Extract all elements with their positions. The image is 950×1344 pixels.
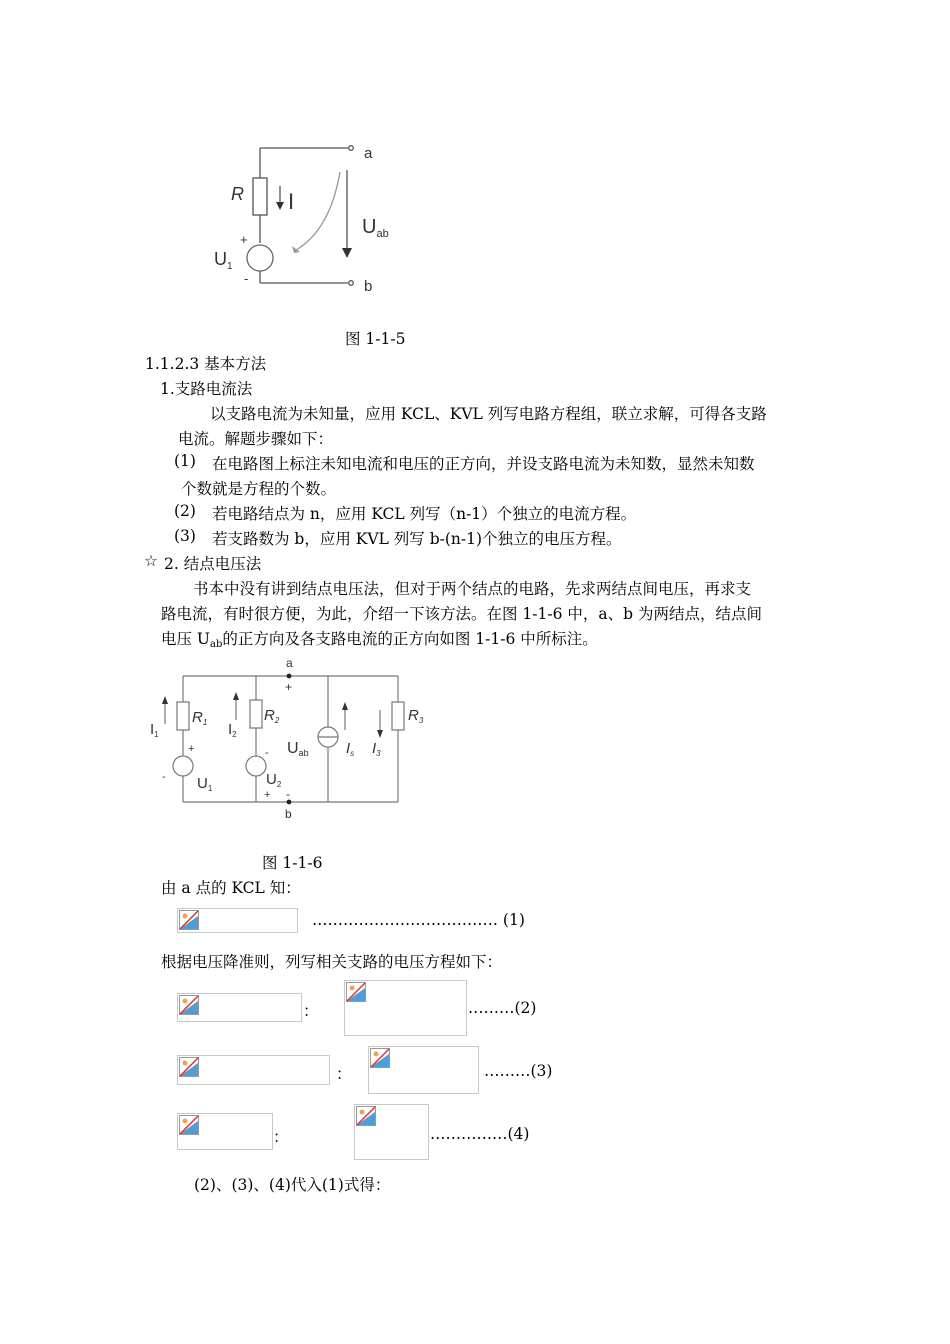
label-R1: $R_1$ xyxy=(192,709,208,727)
figure-caption-1-1-6: 图 1-1-6 xyxy=(262,854,323,872)
method2-para-line3: 电压 $U_{ab}$的正方向及各支路电流的正方向如图 1-1-6 中所标注。 xyxy=(161,630,598,650)
resistor-label: R xyxy=(231,184,244,204)
eq3-dots: ………(3) xyxy=(484,1062,553,1080)
label-R2: $R_2$ xyxy=(264,707,280,725)
colon: ： xyxy=(273,1128,289,1146)
equation-image-placeholder xyxy=(354,1104,429,1160)
kvl-text: 根据电压降准则，列写相关支路的电压方程如下： xyxy=(161,953,503,971)
substitute-text: (2)、(3)、(4)代入(1)式得： xyxy=(194,1176,391,1194)
step-text: 若电路结点为 n，应用 KCL 列写（n-1）个独立的电流方程。 xyxy=(212,505,637,523)
minus-sign: - xyxy=(162,771,166,783)
broken-image-icon xyxy=(346,982,366,1002)
node-a-label: a xyxy=(364,145,373,162)
label-U2: $U_2$ xyxy=(266,771,282,789)
minus-sign: - xyxy=(265,747,269,759)
step-number: (1) xyxy=(174,452,196,470)
equation-image-placeholder xyxy=(177,908,298,933)
broken-image-icon xyxy=(370,1048,390,1068)
broken-image-icon xyxy=(179,910,199,930)
broken-image-icon xyxy=(179,995,199,1015)
broken-image-icon xyxy=(356,1106,376,1126)
broken-image-icon xyxy=(179,1115,199,1135)
minus-sign: - xyxy=(244,271,249,286)
equation-image-placeholder xyxy=(177,1055,330,1085)
eq2-dots: ………(2) xyxy=(468,999,537,1017)
label-Is: $I_s$ xyxy=(346,740,355,758)
equation-image-placeholder xyxy=(177,1113,273,1150)
uab-label: $U_{ab}$ xyxy=(362,216,389,240)
node-b-label: b xyxy=(285,807,292,821)
step-text: 在电路图上标注未知电流和电压的正方向，并设支路电流为未知数，显然未知数 xyxy=(212,455,755,473)
node-b-label: b xyxy=(364,278,373,295)
section-heading: 1.1.2.3 基本方法 xyxy=(145,355,267,373)
plus-sign: + xyxy=(285,680,293,694)
step-number: (3) xyxy=(174,527,196,545)
colon: ： xyxy=(336,1065,352,1083)
kcl-text: 由 a 点的 KCL 知： xyxy=(161,879,301,897)
method1-intro-line1: 以支路电流为未知量，应用 KCL、KVL 列写电路方程组，联立求解，可得各支路 xyxy=(210,405,767,423)
circuit-diagram-1-1-6 xyxy=(140,652,440,824)
circuit-diagram-1-1-5 xyxy=(200,130,420,310)
equation-image-placeholder xyxy=(368,1046,479,1094)
label-I3: $I_3$ xyxy=(372,740,381,758)
method2-star: ☆ xyxy=(144,552,158,570)
label-I1: $I_1$ xyxy=(150,721,159,739)
colon: ： xyxy=(303,1002,319,1020)
eq4-dots: ……………(4) xyxy=(430,1125,530,1143)
plus-sign: + xyxy=(188,743,195,755)
label-Uab: Uab xyxy=(287,740,309,758)
source-label: $U_1$ xyxy=(214,249,233,272)
step-text: 若支路数为 b，应用 KVL 列写 b-(n-1)个独立的电压方程。 xyxy=(212,530,622,548)
method2-title: 2. 结点电压法 xyxy=(164,555,262,573)
label-I2: $I_2$ xyxy=(228,721,237,739)
broken-image-icon xyxy=(179,1057,199,1077)
minus-sign: - xyxy=(286,787,290,801)
plus-sign: + xyxy=(240,232,248,247)
label-U1: $U_1$ xyxy=(197,775,213,793)
equation-image-placeholder xyxy=(344,980,467,1036)
method1-title: 1.支路电流法 xyxy=(160,380,253,398)
equation-image-placeholder xyxy=(177,993,302,1022)
method2-para-line2: 路电流，有时很方便，为此，介绍一下该方法。在图 1-1-6 中，a、b 为两结点，结点间 xyxy=(161,605,763,623)
method2-para-line1: 书本中没有讲到结点电压法，但对于两个结点的电路，先求两结点间电压，再求支 xyxy=(193,580,752,598)
node-a-label: a xyxy=(286,656,293,670)
step-number: (2) xyxy=(174,502,196,520)
step-text-cont: 个数就是方程的个数。 xyxy=(181,480,337,498)
method1-intro-line2: 电流。解题步骤如下： xyxy=(178,430,334,448)
plus-sign: + xyxy=(264,789,271,801)
current-label: I xyxy=(288,189,295,214)
label-R3: $R_3$ xyxy=(408,707,424,725)
eq1-dots: ……………………………… (1) xyxy=(312,911,525,929)
figure-caption-1-1-5: 图 1-1-5 xyxy=(345,330,406,348)
